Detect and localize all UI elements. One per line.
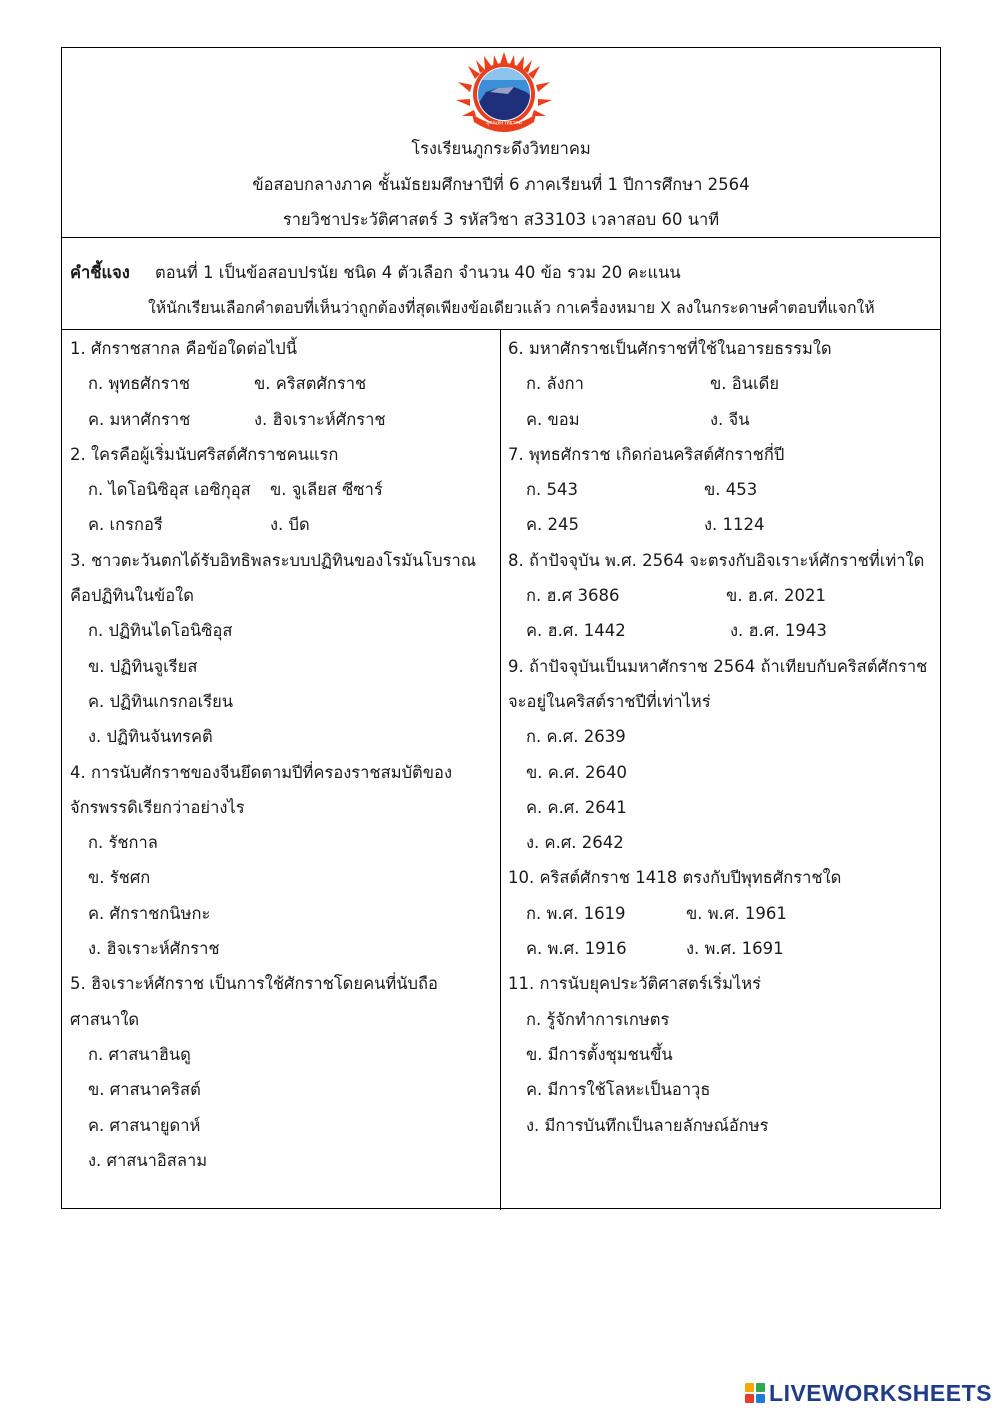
- question-4-line-2: จักรพรรดิเรียกว่าอย่างไร: [70, 797, 245, 817]
- q9-option-a: ก. ค.ศ. 2639: [526, 727, 626, 747]
- q5-option-b: ข. ศาสนาคริสต์: [88, 1080, 201, 1100]
- questions-left-column: [70, 331, 495, 1178]
- q1-option-c: ค. มหาศักราช: [88, 409, 191, 429]
- question-9-line-2: จะอยู่ในคริสต์ราชปีที่เท่าไหร่: [508, 691, 711, 711]
- q6-option-d: ง. จีน: [710, 409, 750, 429]
- q4-option-c: ค. ศักราชกนิษกะ: [88, 903, 211, 923]
- q10-option-b: ข. พ.ศ. 1961: [686, 903, 787, 923]
- q11-option-a: ก. รู้จักทำการเกษตร: [526, 1009, 670, 1029]
- q7-option-b: ข. 453: [704, 480, 758, 500]
- question-1: 1. ศักราชสากล คือข้อใดต่อไปนี้: [70, 339, 298, 358]
- question-5-line-2: ศาสนาใด: [70, 1009, 140, 1029]
- q8-option-a: ก. ฮ.ศ 3686: [526, 586, 620, 606]
- question-7-options-row-2: [508, 507, 936, 542]
- q4-option-d: ง. ฮิจเราะห์ศักราช: [88, 939, 220, 959]
- question-6-options-row-1: [508, 366, 936, 401]
- school-logo: [454, 52, 554, 132]
- question-2-options-row-2: [70, 507, 495, 542]
- question-8: 8. ถ้าปัจจุบัน พ.ศ. 2564 จะตรงกับอิจเราะห์ศักราชที่เท่าใด: [508, 550, 925, 570]
- question-8-options-row-1: [508, 578, 936, 613]
- instructions-line-2: ให้นักเรียนเลือกคำตอบที่เห็นว่าถูกต้องที่สุดเพียงข้อเดียวแล้ว กาเครื่องหมาย X ลงในกระดาษคำตอบที่แจกให้: [148, 298, 875, 317]
- q1-option-d: ง. ฮิจเราะห์ศักราช: [254, 409, 386, 429]
- q5-option-a: ก. ศาสนาฮินดู: [88, 1044, 191, 1064]
- column-divider: [500, 330, 501, 1210]
- q11-option-c: ค. มีการใช้โลหะเป็นอาวุธ: [526, 1080, 711, 1100]
- q2-option-a: ก. ไดโอนิซิอุส เอซิกุอุส: [88, 480, 251, 500]
- q5-option-d: ง. ศาสนาอิสลาม: [88, 1150, 208, 1170]
- instructions-label: คำชี้แจง: [70, 263, 130, 282]
- question-1-options-row-1: [70, 366, 495, 401]
- q3-option-d: ง. ปฏิทินจันทรคติ: [88, 727, 213, 747]
- q8-option-d: ง. ฮ.ศ. 1943: [730, 621, 827, 641]
- q10-option-d: ง. พ.ศ. 1691: [686, 939, 784, 959]
- question-6-options-row-2: [508, 402, 936, 437]
- q6-option-c: ค. ขอม: [526, 409, 580, 429]
- q3-option-c: ค. ปฏิทินเกรกอเรียน: [88, 691, 234, 711]
- q8-option-b: ข. ฮ.ศ. 2021: [726, 586, 827, 606]
- question-11: 11. การนับยุคประวัติศาสตร์เริ่มไหร่: [508, 974, 762, 994]
- logo-banner-text: ภูกระดึงวิทยาคม: [486, 120, 522, 126]
- subject-line: รายวิชาประวัติศาสตร์ 3 รหัสวิชา ส33103 เวลาสอบ 60 นาที: [282, 210, 720, 229]
- q6-option-a: ก. ลังกา: [526, 374, 584, 394]
- school-name: โรงเรียนภูกระดึงวิทยาคม: [411, 139, 591, 158]
- question-8-options-row-2: [508, 613, 936, 648]
- q11-option-d: ง. มีการบันทึกเป็นลายลักษณ์อักษร: [526, 1115, 769, 1135]
- q2-option-b: ข. จูเลียส ซีซาร์: [270, 480, 383, 500]
- q8-option-c: ค. ฮ.ศ. 1442: [526, 621, 626, 641]
- question-5-line-1: 5. ฮิจเราะห์ศักราช เป็นการใช้ศักราชโดยคนที่นับถือ: [70, 974, 438, 994]
- q11-option-b: ข. มีการตั้งชุมชนขึ้น: [526, 1044, 673, 1064]
- exam-header: [62, 48, 940, 238]
- question-4-line-1: 4. การนับศักราชของจีนยึดตามปีที่ครองราชสมบัติของ: [70, 762, 453, 782]
- q3-option-b: ข. ปฏิทินจูเรียส: [88, 656, 198, 676]
- q2-option-d: ง. บีด: [270, 515, 310, 535]
- question-2-options-row-1: [70, 472, 495, 507]
- q9-option-c: ค. ค.ศ. 2641: [526, 797, 627, 817]
- q6-option-b: ข. อินเดีย: [710, 374, 779, 394]
- q9-option-d: ง. ค.ศ. 2642: [526, 833, 624, 853]
- question-2: 2. ใครคือผู้เริ่มนับศริสต์ศักราชคนแรก: [70, 444, 339, 464]
- instructions-line-1: ตอนที่ 1 เป็นข้อสอบปรนัย ชนิด 4 ตัวเลือก จำนวน 40 ข้อ รวม 20 คะแนน: [155, 263, 681, 282]
- question-6: 6. มหาศักราชเป็นศักราชที่ใช้ในอารยธรรมใด: [508, 339, 832, 358]
- q9-option-b: ข. ค.ศ. 2640: [526, 762, 628, 782]
- question-10: 10. คริสต์ศักราช 1418 ตรงกับปีพุทธศักราชใด: [508, 868, 842, 888]
- liveworksheets-wordmark: LIVEWORKSHEETS: [769, 1379, 992, 1406]
- instructions: [62, 238, 940, 330]
- liveworksheets-logo-icon: [745, 1383, 765, 1403]
- q2-option-c: ค. เกรกอรี: [88, 515, 163, 535]
- question-10-options-row-1: [508, 896, 936, 931]
- question-7-options-row-1: [508, 472, 936, 507]
- liveworksheets-brand: [745, 1380, 992, 1406]
- exam-sheet: [61, 47, 941, 1209]
- exam-title: ข้อสอบกลางภาค ชั้นมัธยมศึกษาปีที่ 6 ภาคเรียนที่ 1 ปีการศึกษา 2564: [252, 175, 750, 194]
- q4-option-a: ก. รัชกาล: [88, 833, 158, 853]
- q10-option-a: ก. พ.ศ. 1619: [526, 903, 626, 923]
- question-10-options-row-2: [508, 931, 936, 966]
- q4-option-b: ข. รัชศก: [88, 868, 151, 888]
- q5-option-c: ค. ศาสนายูดาห์: [88, 1115, 201, 1135]
- q7-option-c: ค. 245: [526, 515, 580, 535]
- q10-option-c: ค. พ.ศ. 1916: [526, 939, 627, 959]
- q1-option-a: ก. พุทธศักราช: [88, 374, 191, 394]
- question-1-options-row-2: [70, 402, 495, 437]
- questions-right-column: [508, 331, 936, 1143]
- q7-option-a: ก. 543: [526, 480, 578, 500]
- question-3-line-2: คือปฏิทินในข้อใด: [70, 586, 194, 606]
- q7-option-d: ง. 1124: [704, 515, 765, 535]
- question-3-line-1: 3. ชาวตะวันตกได้รับอิทธิพลระบบปฏิทินของโรมันโบราณ: [70, 550, 477, 570]
- q1-option-b: ข. คริสตศักราช: [254, 374, 367, 394]
- q3-option-a: ก. ปฏิทินไดโอนิซิอุส: [88, 621, 233, 641]
- question-7: 7. พุทธศักราช เกิดก่อนคริสต์ศักราชกี่ปี: [508, 444, 785, 464]
- question-9-line-1: 9. ถ้าปัจจุบันเป็นมหาศักราช 2564 ถ้าเทียบกับคริสต์ศักราช: [508, 656, 928, 676]
